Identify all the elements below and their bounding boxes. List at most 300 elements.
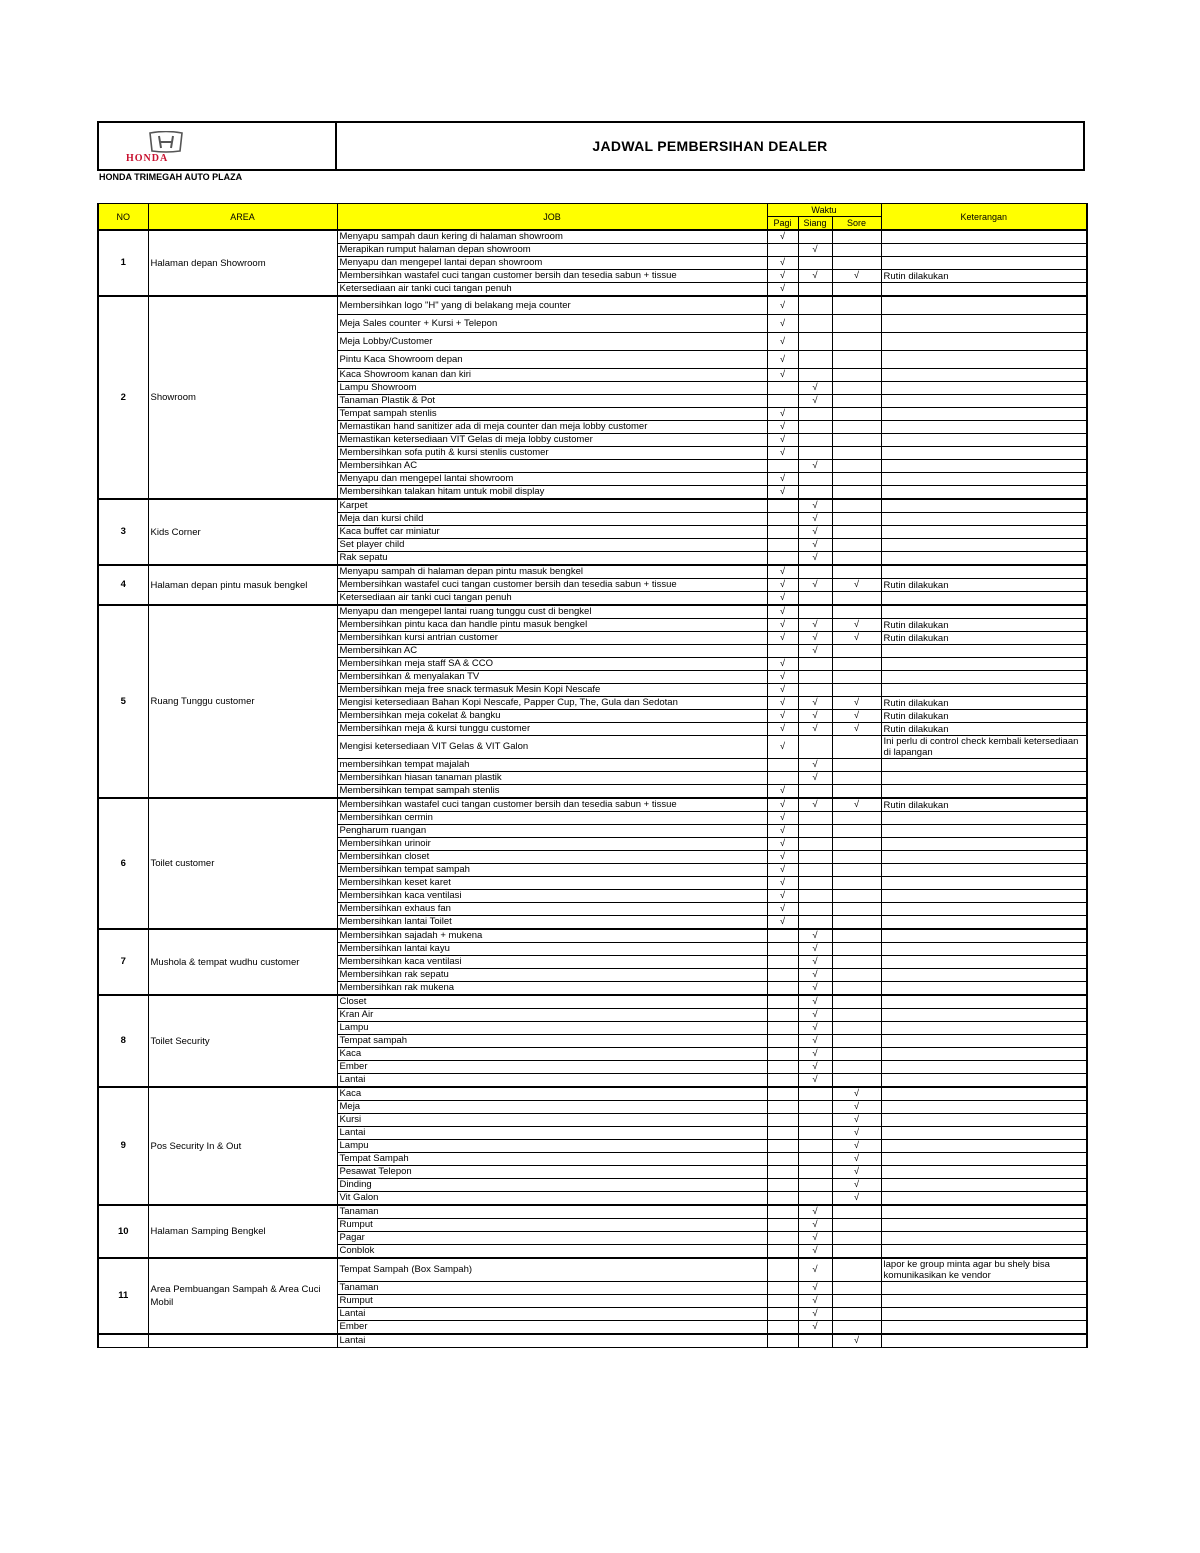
check-sore-cell (832, 969, 881, 982)
keterangan-cell (881, 499, 1087, 513)
check-sore-cell (832, 1282, 881, 1295)
check-siang-cell: √ (798, 995, 832, 1009)
job-cell: Lampu (337, 1140, 767, 1153)
keterangan-cell (881, 552, 1087, 566)
check-siang-cell: √ (798, 697, 832, 710)
check-pagi-cell (767, 1308, 798, 1321)
group-area: Toilet Security (148, 995, 337, 1087)
check-pagi-cell: √ (767, 710, 798, 723)
keterangan-cell (881, 460, 1087, 473)
group-area: Ruang Tunggu customer (148, 605, 337, 798)
job-cell: Membersihkan closet (337, 851, 767, 864)
check-siang-cell (798, 671, 832, 684)
check-sore-cell (832, 916, 881, 930)
table-row (98, 499, 1087, 513)
job-cell: Meja Sales counter + Kursi + Telepon (337, 315, 767, 333)
check-pagi-cell: √ (767, 369, 798, 382)
check-sore-cell (832, 486, 881, 500)
check-siang-cell: √ (798, 1048, 832, 1061)
keterangan-cell (881, 877, 1087, 890)
check-siang-cell: √ (798, 969, 832, 982)
group-number: 9 (98, 1087, 148, 1205)
check-sore-cell (832, 296, 881, 315)
job-cell: Lantai (337, 1074, 767, 1088)
check-sore-cell (832, 1022, 881, 1035)
check-pagi-cell (767, 1232, 798, 1245)
check-sore-cell (832, 943, 881, 956)
job-cell: Membersihkan AC (337, 645, 767, 658)
keterangan-cell (881, 1140, 1087, 1153)
table-row (98, 1334, 1087, 1348)
check-siang-cell: √ (798, 1308, 832, 1321)
check-sore-cell (832, 333, 881, 351)
keterangan-cell (881, 565, 1087, 579)
check-pagi-cell (767, 1009, 798, 1022)
check-sore-cell (832, 499, 881, 513)
check-pagi-cell: √ (767, 619, 798, 632)
job-cell: Pesawat Telepon (337, 1166, 767, 1179)
job-cell: Menyapu sampah daun kering di halaman showroom (337, 230, 767, 244)
keterangan-cell (881, 1035, 1087, 1048)
job-cell: Membersihkan meja & kursi tunggu customer (337, 723, 767, 736)
job-cell: Merapikan rumput halaman depan showroom (337, 244, 767, 257)
table-row (98, 1205, 1087, 1219)
check-pagi-cell: √ (767, 605, 798, 619)
keterangan-cell: Rutin dilakukan (881, 697, 1087, 710)
logo-box (99, 123, 337, 169)
keterangan-cell (881, 890, 1087, 903)
job-cell: Mengisi ketersediaan Bahan Kopi Nescafe, Papper Cup, The, Gula dan Sedotan (337, 697, 767, 710)
check-pagi-cell: √ (767, 798, 798, 812)
check-pagi-cell: √ (767, 916, 798, 930)
keterangan-cell (881, 296, 1087, 315)
col-header-area: AREA (148, 204, 337, 231)
group-number: 4 (98, 565, 148, 605)
check-pagi-cell: √ (767, 434, 798, 447)
check-siang-cell: √ (798, 579, 832, 592)
check-sore-cell (832, 903, 881, 916)
job-cell: Kaca (337, 1048, 767, 1061)
check-sore-cell (832, 408, 881, 421)
job-cell: Lampu Showroom (337, 382, 767, 395)
check-pagi-cell (767, 995, 798, 1009)
check-pagi-cell: √ (767, 736, 798, 759)
keterangan-cell: Rutin dilakukan (881, 723, 1087, 736)
check-pagi-cell: √ (767, 812, 798, 825)
check-pagi-cell (767, 244, 798, 257)
job-cell: Membersihkan meja staff SA & CCO (337, 658, 767, 671)
check-sore-cell (832, 671, 881, 684)
brand-wordmark: HONDA (126, 153, 169, 164)
job-cell: Menyapu dan mengepel lantai showroom (337, 473, 767, 486)
keterangan-cell (881, 1022, 1087, 1035)
check-sore-cell: √ (832, 723, 881, 736)
check-siang-cell (798, 1114, 832, 1127)
check-siang-cell (798, 1334, 832, 1348)
check-siang-cell (798, 890, 832, 903)
job-cell: Vit Galon (337, 1192, 767, 1206)
table-row (98, 995, 1087, 1009)
table-row (98, 798, 1087, 812)
check-siang-cell: √ (798, 499, 832, 513)
keterangan-cell (881, 1232, 1087, 1245)
keterangan-cell (881, 513, 1087, 526)
check-sore-cell (832, 838, 881, 851)
group-number: 10 (98, 1205, 148, 1258)
check-pagi-cell: √ (767, 838, 798, 851)
check-sore-cell (832, 244, 881, 257)
check-sore-cell (832, 772, 881, 785)
check-siang-cell (798, 1140, 832, 1153)
keterangan-cell: Rutin dilakukan (881, 632, 1087, 645)
check-siang-cell (798, 315, 832, 333)
job-cell: Ember (337, 1321, 767, 1335)
check-sore-cell (832, 1258, 881, 1282)
check-pagi-cell (767, 1127, 798, 1140)
check-pagi-cell: √ (767, 315, 798, 333)
check-siang-cell (798, 1192, 832, 1206)
check-sore-cell (832, 257, 881, 270)
check-sore-cell: √ (832, 1153, 881, 1166)
check-sore-cell: √ (832, 798, 881, 812)
check-pagi-cell: √ (767, 270, 798, 283)
keterangan-cell (881, 956, 1087, 969)
keterangan-cell (881, 526, 1087, 539)
check-sore-cell (832, 1295, 881, 1308)
job-cell: Kran Air (337, 1009, 767, 1022)
keterangan-cell (881, 592, 1087, 606)
check-siang-cell (798, 351, 832, 369)
job-cell: Membersihkan meja free snack termasuk Mesin Kopi Nescafe (337, 684, 767, 697)
check-siang-cell: √ (798, 1219, 832, 1232)
keterangan-cell (881, 684, 1087, 697)
check-pagi-cell (767, 539, 798, 552)
check-pagi-cell: √ (767, 333, 798, 351)
check-pagi-cell (767, 1179, 798, 1192)
check-sore-cell: √ (832, 1192, 881, 1206)
check-siang-cell (798, 434, 832, 447)
table-row (98, 929, 1087, 943)
check-pagi-cell (767, 1245, 798, 1259)
check-siang-cell: √ (798, 929, 832, 943)
keterangan-cell (881, 1205, 1087, 1219)
check-sore-cell (832, 592, 881, 606)
keterangan-cell (881, 982, 1087, 996)
col-header-sore: Sore (832, 217, 881, 231)
check-pagi-cell: √ (767, 296, 798, 315)
check-pagi-cell (767, 526, 798, 539)
job-cell: Membersihkan logo "H" yang di belakang meja counter (337, 296, 767, 315)
check-siang-cell (798, 230, 832, 244)
job-cell: Tanaman (337, 1205, 767, 1219)
cleaning-schedule-table (97, 203, 1088, 1348)
check-sore-cell (832, 785, 881, 799)
check-siang-cell: √ (798, 798, 832, 812)
job-cell: Kaca (337, 1087, 767, 1101)
check-siang-cell (798, 916, 832, 930)
job-cell: Membersihkan sajadah + mukena (337, 929, 767, 943)
check-siang-cell: √ (798, 1282, 832, 1295)
schedule-body (98, 230, 1087, 1348)
job-cell: Membersihkan kaca ventilasi (337, 890, 767, 903)
check-siang-cell: √ (798, 382, 832, 395)
job-cell: Membersihkan lantai kayu (337, 943, 767, 956)
keterangan-cell: Rutin dilakukan (881, 798, 1087, 812)
check-pagi-cell (767, 513, 798, 526)
job-cell: Karpet (337, 499, 767, 513)
check-siang-cell: √ (798, 526, 832, 539)
check-sore-cell (832, 1035, 881, 1048)
check-siang-cell (798, 684, 832, 697)
check-sore-cell (832, 1074, 881, 1088)
keterangan-cell (881, 1295, 1087, 1308)
group-area: Kids Corner (148, 499, 337, 565)
job-cell: Tempat sampah stenlis (337, 408, 767, 421)
check-pagi-cell (767, 1205, 798, 1219)
check-sore-cell: √ (832, 1140, 881, 1153)
check-sore-cell (832, 421, 881, 434)
job-cell: Lampu (337, 1022, 767, 1035)
keterangan-cell (881, 408, 1087, 421)
job-cell: Membersihkan sofa putih & kursi stenlis customer (337, 447, 767, 460)
check-sore-cell (832, 851, 881, 864)
check-pagi-cell (767, 382, 798, 395)
check-sore-cell: √ (832, 1179, 881, 1192)
job-cell: Tanaman Plastik & Pot (337, 395, 767, 408)
check-sore-cell (832, 1061, 881, 1074)
keterangan-cell (881, 1308, 1087, 1321)
job-cell: Membersihkan exhaus fan (337, 903, 767, 916)
job-cell: Tanaman (337, 1282, 767, 1295)
group-number: 7 (98, 929, 148, 995)
check-pagi-cell (767, 395, 798, 408)
check-sore-cell (832, 1009, 881, 1022)
job-cell: Tempat Sampah (Box Sampah) (337, 1258, 767, 1282)
keterangan-cell (881, 772, 1087, 785)
table-row (98, 296, 1087, 315)
job-cell: Meja (337, 1101, 767, 1114)
keterangan-cell (881, 671, 1087, 684)
check-pagi-cell: √ (767, 230, 798, 244)
job-cell: Kaca buffet car miniatur (337, 526, 767, 539)
check-sore-cell (832, 1245, 881, 1259)
check-siang-cell (798, 1153, 832, 1166)
check-siang-cell: √ (798, 956, 832, 969)
check-sore-cell (832, 315, 881, 333)
check-siang-cell (798, 1087, 832, 1101)
check-pagi-cell (767, 645, 798, 658)
check-pagi-cell (767, 929, 798, 943)
check-sore-cell: √ (832, 579, 881, 592)
check-siang-cell: √ (798, 1061, 832, 1074)
keterangan-cell (881, 916, 1087, 930)
check-pagi-cell: √ (767, 723, 798, 736)
job-cell: Membersihkan & menyalakan TV (337, 671, 767, 684)
job-cell: Set player child (337, 539, 767, 552)
check-siang-cell: √ (798, 552, 832, 566)
check-siang-cell (798, 1127, 832, 1140)
check-pagi-cell (767, 1192, 798, 1206)
check-pagi-cell (767, 982, 798, 996)
keterangan-cell (881, 838, 1087, 851)
job-cell: Membersihkan kaca ventilasi (337, 956, 767, 969)
keterangan-cell (881, 851, 1087, 864)
check-siang-cell (798, 903, 832, 916)
job-cell: Membersihkan keset karet (337, 877, 767, 890)
group-number: 6 (98, 798, 148, 929)
check-siang-cell (798, 864, 832, 877)
check-siang-cell: √ (798, 1205, 832, 1219)
job-cell: Membersihkan wastafel cuci tangan customer bersih dan tesedia sabun + tissue (337, 270, 767, 283)
table-row (98, 565, 1087, 579)
job-cell: Tempat sampah (337, 1035, 767, 1048)
check-pagi-cell: √ (767, 257, 798, 270)
check-siang-cell (798, 658, 832, 671)
check-pagi-cell (767, 1334, 798, 1348)
group-number: 5 (98, 605, 148, 798)
group-number: 1 (98, 230, 148, 296)
table-row (98, 1087, 1087, 1101)
check-siang-cell (798, 736, 832, 759)
job-cell: Ember (337, 1061, 767, 1074)
check-sore-cell (832, 605, 881, 619)
check-siang-cell: √ (798, 1035, 832, 1048)
check-sore-cell (832, 473, 881, 486)
check-pagi-cell: √ (767, 632, 798, 645)
job-cell: Conblok (337, 1245, 767, 1259)
check-siang-cell: √ (798, 270, 832, 283)
check-siang-cell: √ (798, 759, 832, 772)
check-pagi-cell (767, 1101, 798, 1114)
keterangan-cell (881, 1101, 1087, 1114)
check-siang-cell: √ (798, 1295, 832, 1308)
keterangan-cell (881, 1048, 1087, 1061)
check-pagi-cell (767, 1219, 798, 1232)
check-pagi-cell: √ (767, 486, 798, 500)
check-pagi-cell (767, 943, 798, 956)
job-cell: Membersihkan talakan hitam untuk mobil display (337, 486, 767, 500)
keterangan-cell: Rutin dilakukan (881, 270, 1087, 283)
check-pagi-cell (767, 1258, 798, 1282)
job-cell: Rumput (337, 1295, 767, 1308)
keterangan-cell (881, 943, 1087, 956)
check-pagi-cell (767, 1074, 798, 1088)
check-pagi-cell (767, 499, 798, 513)
keterangan-cell: Ini perlu di control check kembali ketersediaan di lapangan (881, 736, 1087, 759)
keterangan-cell: Rutin dilakukan (881, 579, 1087, 592)
check-sore-cell (832, 526, 881, 539)
job-cell: Membersihkan wastafel cuci tangan customer bersih dan tesedia sabun + tissue (337, 579, 767, 592)
job-cell: Membersihkan rak mukena (337, 982, 767, 996)
group-number: 8 (98, 995, 148, 1087)
col-header-keterangan: Keterangan (881, 204, 1087, 231)
check-pagi-cell: √ (767, 565, 798, 579)
check-sore-cell (832, 658, 881, 671)
check-siang-cell (798, 812, 832, 825)
check-siang-cell: √ (798, 723, 832, 736)
check-siang-cell: √ (798, 1022, 832, 1035)
job-cell: Menyapu dan mengepel lantai ruang tunggu cust di bengkel (337, 605, 767, 619)
job-cell: Kaca Showroom kanan dan kiri (337, 369, 767, 382)
check-sore-cell (832, 565, 881, 579)
job-cell: Tempat Sampah (337, 1153, 767, 1166)
keterangan-cell (881, 759, 1087, 772)
group-number: 11 (98, 1258, 148, 1334)
group-number: 2 (98, 296, 148, 499)
check-sore-cell (832, 434, 881, 447)
check-sore-cell (832, 539, 881, 552)
keterangan-cell (881, 421, 1087, 434)
job-cell: Kursi (337, 1114, 767, 1127)
keterangan-cell (881, 447, 1087, 460)
check-siang-cell: √ (798, 943, 832, 956)
check-sore-cell (832, 369, 881, 382)
job-cell: Membersihkan tempat sampah stenlis (337, 785, 767, 799)
check-siang-cell (798, 1101, 832, 1114)
check-pagi-cell (767, 772, 798, 785)
check-sore-cell (832, 1219, 881, 1232)
table-row (98, 230, 1087, 244)
keterangan-cell (881, 1087, 1087, 1101)
col-header-pagi: Pagi (767, 217, 798, 231)
check-pagi-cell: √ (767, 825, 798, 838)
check-sore-cell (832, 230, 881, 244)
check-pagi-cell: √ (767, 447, 798, 460)
job-cell: Menyapu sampah di halaman depan pintu masuk bengkel (337, 565, 767, 579)
keterangan-cell (881, 486, 1087, 500)
keterangan-cell (881, 395, 1087, 408)
check-sore-cell (832, 395, 881, 408)
keterangan-cell (881, 785, 1087, 799)
check-pagi-cell: √ (767, 697, 798, 710)
check-siang-cell: √ (798, 1321, 832, 1335)
check-pagi-cell (767, 1087, 798, 1101)
job-cell: Closet (337, 995, 767, 1009)
check-sore-cell (832, 447, 881, 460)
dealer-name: HONDA TRIMEGAH AUTO PLAZA (99, 172, 243, 182)
check-siang-cell (798, 877, 832, 890)
keterangan-cell (881, 1219, 1087, 1232)
keterangan-cell (881, 1166, 1087, 1179)
check-sore-cell (832, 283, 881, 297)
keterangan-cell (881, 1114, 1087, 1127)
job-cell: Pintu Kaca Showroom depan (337, 351, 767, 369)
honda-logo-icon (147, 131, 185, 153)
check-sore-cell (832, 995, 881, 1009)
check-siang-cell (798, 257, 832, 270)
group-area: Halaman Samping Bengkel (148, 1205, 337, 1258)
keterangan-cell (881, 1074, 1087, 1088)
keterangan-cell (881, 903, 1087, 916)
check-siang-cell: √ (798, 460, 832, 473)
keterangan-cell (881, 283, 1087, 297)
check-sore-cell: √ (832, 270, 881, 283)
check-sore-cell (832, 1321, 881, 1335)
check-siang-cell: √ (798, 539, 832, 552)
check-siang-cell: √ (798, 1232, 832, 1245)
check-siang-cell (798, 851, 832, 864)
group-area: Halaman depan Showroom (148, 230, 337, 296)
check-siang-cell (798, 486, 832, 500)
page-title: JADWAL PEMBERSIHAN DEALER (592, 138, 828, 154)
check-pagi-cell: √ (767, 671, 798, 684)
col-header-siang: Siang (798, 217, 832, 231)
check-siang-cell: √ (798, 244, 832, 257)
check-siang-cell (798, 592, 832, 606)
check-pagi-cell (767, 1321, 798, 1335)
check-sore-cell (832, 812, 881, 825)
check-pagi-cell (767, 1061, 798, 1074)
